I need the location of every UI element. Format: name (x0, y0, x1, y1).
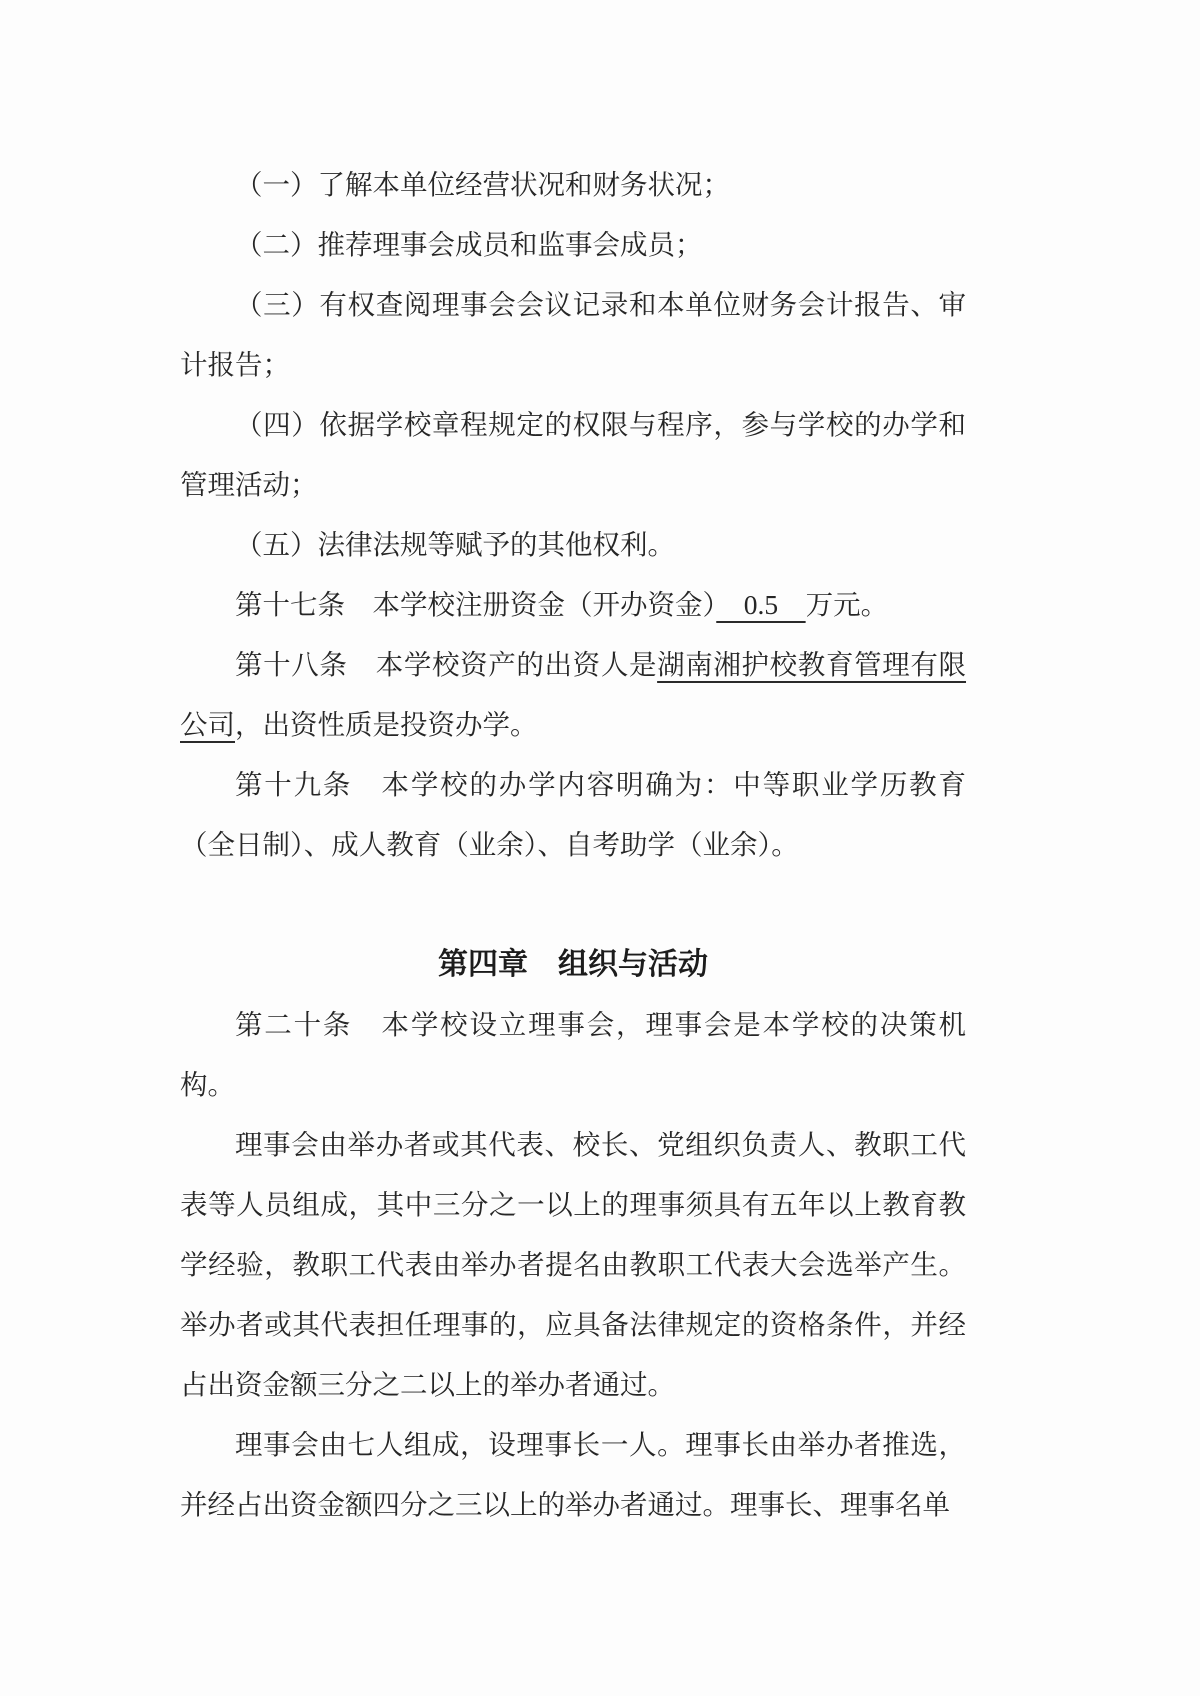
paragraph (180, 395, 966, 515)
paragraph (180, 755, 966, 875)
paragraph (180, 275, 966, 395)
text-run: 理事会由七人组成，设理事长一人。理事长由举办者推选，并经占出资金额四分之三以上的举办者通过。理事长、理事名单 (180, 1429, 966, 1520)
text-run: 理事会由举办者或其代表、校长、党组织负责人、教职工代表等人员组成，其中三分之一以上的理事须具有五年以上教育教学经验，教职工代表由举办者提名由教职工代表大会选举产生。举办者或其代表担任理事的，应具备法律规定的资格条件，并经占出资金额三分之二以上的举办者通过。 (180, 1129, 966, 1400)
underlined-text: 湖南湘护校教育管理有限公司 (180, 649, 967, 740)
text-run: （一）了解本单位经营状况和财务状况； (235, 169, 730, 200)
paragraph (180, 635, 966, 755)
paragraph (180, 155, 966, 215)
paragraph (180, 995, 966, 1115)
paragraph (180, 575, 966, 635)
paragraph (180, 1415, 966, 1535)
chapter-heading (180, 935, 966, 995)
text-run: （五）法律法规等赋予的其他权利。 (235, 529, 675, 560)
text-run: （四）依据学校章程规定的权限与程序，参与学校的办学和管理活动； (180, 409, 966, 500)
paragraph (180, 515, 966, 575)
text-run: 第十七条 本学校注册资金（开办资金） (235, 589, 717, 620)
text-run: （二）推荐理事会成员和监事会成员； (235, 229, 703, 260)
text-run: 第十八条 本学校资产的出资人是 (235, 649, 658, 680)
text-run: （三）有权查阅理事会会议记录和本单位财务会计报告、审计报告； (180, 289, 966, 380)
text-run: 万元。 (805, 589, 889, 620)
underlined-text: 0.5 (716, 589, 806, 620)
text-run: 第十九条 本学校的办学内容明确为：中等职业学历教育（全日制）、成人教育（业余）、自考助学（业余）。 (180, 769, 966, 860)
text-run: ，出资性质是投资办学。 (235, 709, 538, 740)
paragraph (180, 215, 966, 275)
document-body (180, 155, 966, 1535)
text-run: 第四章 组织与活动 (438, 948, 708, 981)
text-run: 第二十条 本学校设立理事会，理事会是本学校的决策机构。 (180, 1009, 966, 1100)
paragraph (180, 1115, 966, 1415)
